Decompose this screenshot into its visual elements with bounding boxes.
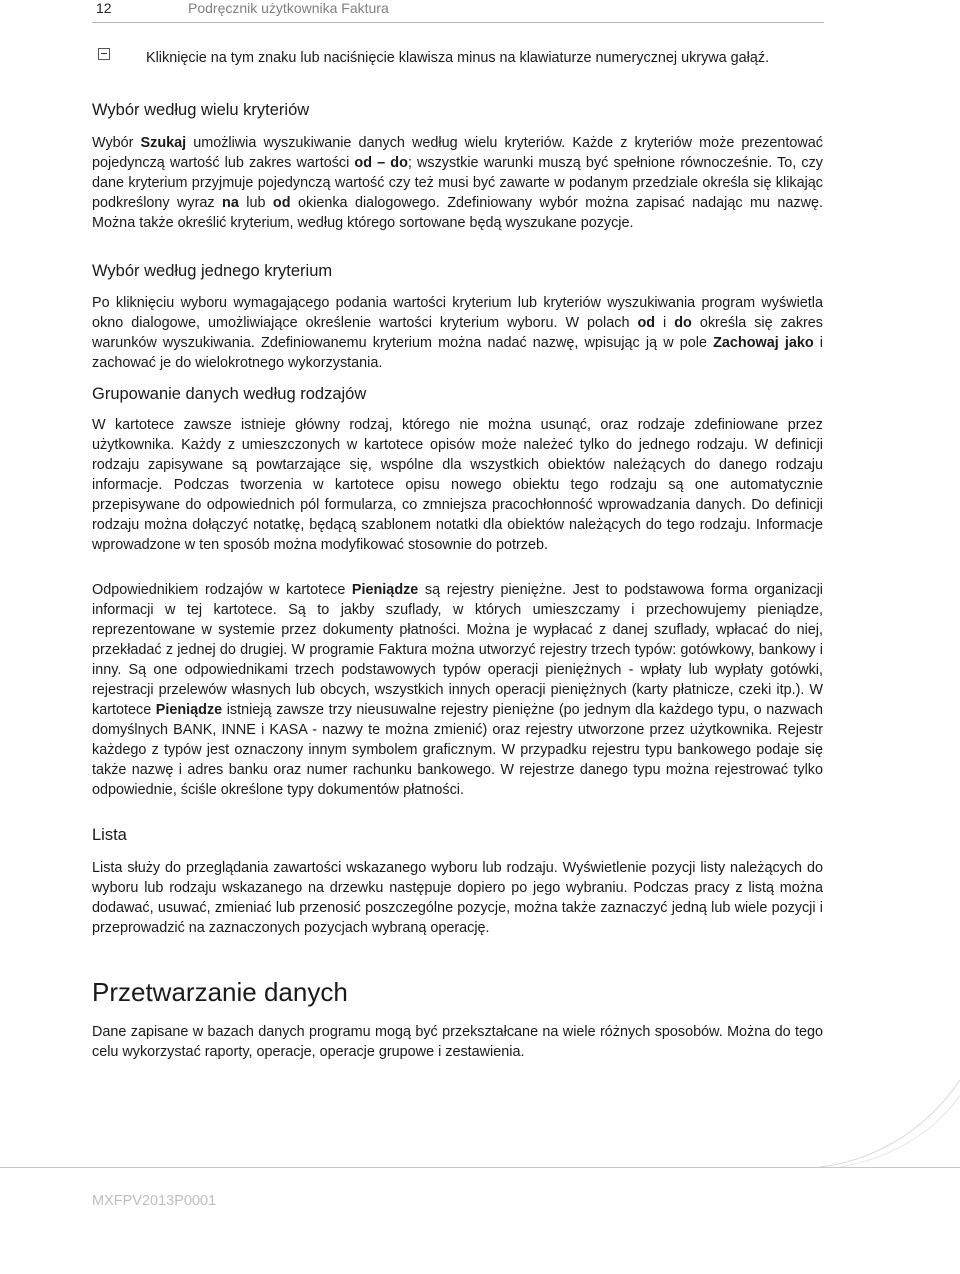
footer-swoosh [820,1080,960,1170]
multi-criteria-paragraph: Wybór Szukaj umożliwia wyszukiwanie danych według wielu kryteriów. Każde z kryteriów może prezentować pojedynczą wartość lub zakres wartości od – do; wszystkie warunki muszą być spełnione równocześnie. To, czy dane kryterium przyjmuje pojedynczą wartość czy też musi być zawarte w podanym przedziale określa się klikając podkreślony wyraz na lub od okienka dialogowego. Zdefiniowany wybór można zapisać nadając mu nazwę. Można także określić kryterium, według którego sortowane będą wyszukane pozycje. [92,135,823,231]
list-paragraph: Lista służy do przeglądania zawartości wskazanego wyboru lub rodzaju. Wyświetlenie pozycji listy należących do wyboru lub rodzaju wskazanego na drzewku następuje dopiero po jego wybraniu. Podczas pracy z listą można dodawać, usuwać, zmieniać lub przenosić poszczególne pozycje, można także zaznaczyć jedną lub wiele pozycji i przeprowadzić na zaznaczonych pozycjach wybraną operację. [92,860,823,936]
running-title: Podręcznik użytkownika Faktura [188,0,389,16]
grouping-paragraph-1: W kartotece zawsze istnieje główny rodzaj, którego nie można usunąć, oraz rodzaje zdefiniowane przez użytkownika. Każdy z umieszczonych w kartotece opisów może należeć tylko do jednego rodzaju. W definicji rodzaju zapisywane są powtarzające się, wspólne dla wszystkich obiektów należących do danego rodzaju informacje. Podczas tworzenia w kartotece opisu nowego obiektu tego rodzaju są one automatycznie przepisywane do odpowiednich pól formularza, co zmniejsza pracochłonność wprowadzania danych. Do definicji rodzaju można dołączyć notatkę, będącą szablonem notatki dla obiektów należących do tego rodzaju. Informacje wprowadzone w ten sposób można modyfikować stosownie do potrzeb. [92,417,823,553]
data-processing-paragraph: Dane zapisane w bazach danych programu mogą być przekształcane na wiele różnych sposobów. Można do tego celu wykorzystać raporty, operacje, operacje grupowe i zestawienia. [92,1024,823,1060]
grouping-paragraph-2: Odpowiednikiem rodzajów w kartotece Pieniądze są rejestry pieniężne. Jest to podstawowa forma organizacji informacji w tej kartotece. Są to jakby szuflady, w których umieszczamy i przechowujemy pieniądze, reprezentowane w systemie przez dokumenty płatności. Można je wypłacać z danej szuflady, wpłacać do niej, przekładać z jednej do drugiej. W programie Faktura można utworzyć rejestry trzech typów: gotówkowy, bankowy i inny. Są one odpowiednikami trzech podstawowych typów operacji pieniężnych - wpłaty lub wypłaty gotówki, rejestracji przelewów własnych lub obcych, wszystkich innych operacji pieniężnych (karty płatnicze, czeki itp.). W kartotece Pieniądze istnieją zawsze trzy nieusuwalne rejestry pieniężne (po jednym dla każdego typu, o nazwach domyślnych BANK, INNE i KASA - nazwy te można zmienić) oraz rejestry utworzone przez użytkownika. Rejestr każdego z typów jest oznaczony innym symbolem graficznym. W przypadku rejestru typu bankowego podaje się także nazwę i adres banku oraz numer rachunku bankowego. W rejestrze danego typu można rejestrować tylko odpowiednie, ściśle określone typy dokumentów płatności. [92,582,823,798]
heading-list: Lista [92,826,127,844]
document-code: MXFPV2013P0001 [92,1193,217,1209]
page-number: 12 [96,0,112,16]
footer-divider [0,1167,960,1168]
heading-grouping: Grupowanie danych według rodzajów [92,385,367,403]
heading-data-processing: Przetwarzanie danych [92,977,348,1007]
single-criterion-paragraph: Po kliknięciu wyboru wymagającego podania wartości kryterium lub kryteriów wyszukiwania program wyświetla okno dialogowe, umożliwiające określenie wartości kryterium wyboru. W polach od i do określa się zakres warunków wyszukiwania. Zdefiniowanemu kryterium można nadać nazwę, wpisując ją w pole Zachowaj jako i zachować je do wielokrotnego wykorzystania. [92,295,823,371]
heading-single-criterion: Wybór według jednego kryterium [92,262,333,280]
page-header [92,0,824,23]
intro-paragraph: Kliknięcie na tym znaku lub naciśnięcie klawisza minus na klawiaturze numerycznej ukrywa gałąź. [146,50,770,66]
heading-multi-criteria: Wybór według wielu kryteriów [92,101,310,119]
